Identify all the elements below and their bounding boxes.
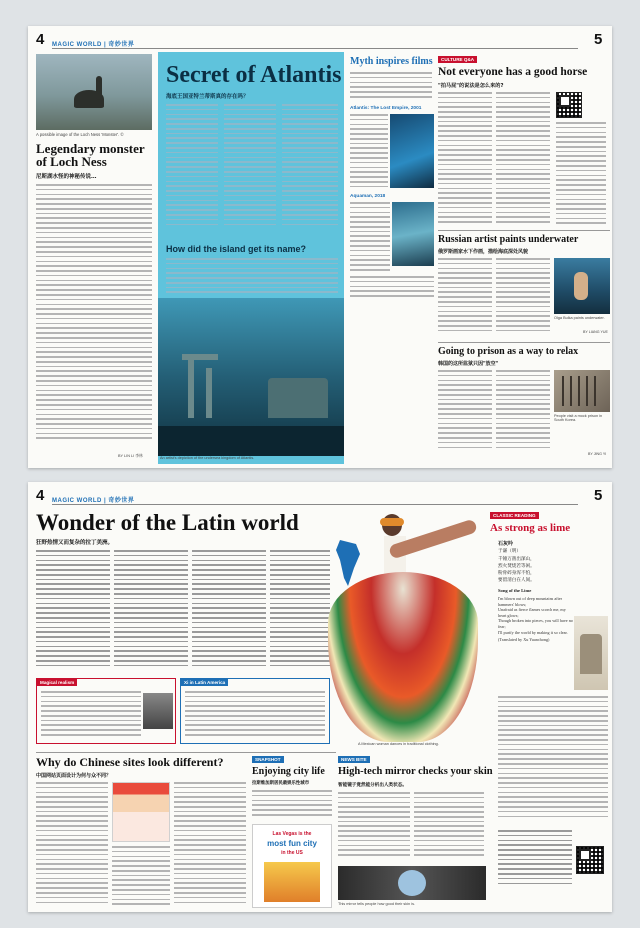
- divider: [36, 752, 336, 753]
- newspaper-page-bottom: [28, 482, 612, 912]
- poem-line-en: Unafraid as fierce flames scorch me, my heart glows;: [498, 607, 566, 618]
- magical-realism-heading: Magical realism: [37, 679, 77, 686]
- xi-box: [180, 678, 330, 744]
- latin-body-col2: [114, 550, 188, 674]
- vegas-card-bottom: in the US: [281, 850, 303, 856]
- header-rule: [52, 504, 578, 505]
- atlantis-body-col3: [282, 104, 338, 234]
- myth-film2-title: Aquaman, 2018: [350, 194, 386, 199]
- poem-line-cn: 千锤万凿出深山，: [498, 557, 535, 562]
- atlantis-movie-poster: [390, 114, 434, 188]
- latin-body-col3: [192, 550, 266, 674]
- prison-photo: [554, 370, 610, 412]
- mirror-tag: NEWS BITE: [338, 756, 370, 763]
- latin-body-col4: [270, 550, 330, 674]
- dancer-caption: A Mexican woman dances in traditional clothing.: [358, 742, 439, 746]
- vegas-card-top: Las Vegas is the: [272, 831, 312, 837]
- life-tag: SNAPSHOT: [252, 756, 284, 763]
- loch-ness-title: Legendary monster of Loch Ness: [36, 141, 145, 169]
- atlantis-body-col1: [166, 104, 218, 234]
- myth-film2-body: [350, 202, 390, 274]
- underwater-painter-photo: [554, 258, 610, 314]
- mexican-dancer-photo: [328, 512, 480, 750]
- loch-ness-caption: A possible image of the Loch Ness 'Monster'. ©: [36, 132, 124, 137]
- mirror-face-scan: [398, 870, 426, 896]
- loch-ness-photo: [36, 54, 152, 130]
- header-rule: [52, 48, 578, 49]
- newspaper-page-top: [28, 26, 612, 468]
- myth-film1-title: Atlantis: The Lost Empire, 2001: [350, 106, 422, 111]
- atlantis-box-heading: How did the island get its name?: [166, 244, 307, 254]
- author-portrait: [143, 693, 173, 729]
- poem-line-cn: 要留清白在人间。: [498, 578, 535, 583]
- china-sites-subtitle: 中国网站页面设计为何与众不同？: [36, 773, 112, 779]
- prison-byline: BY JING YI: [588, 452, 607, 456]
- classic-title: As strong as lime: [490, 522, 571, 534]
- atlantis-title: Secret of Atlantis: [166, 62, 342, 88]
- mirror-caption: This mirror tells people how good their skin is.: [338, 902, 416, 906]
- poem-cn-block: [498, 556, 572, 584]
- mountain-sketch: [580, 634, 602, 674]
- flower-headpiece: [380, 518, 404, 526]
- russian-subtitle: 俄罗斯画家水下作画，描绘海底深处风貌: [438, 249, 529, 255]
- poem-line-cn: 粉骨碎身浑不怕，: [498, 571, 535, 576]
- qr-code[interactable]: [576, 846, 604, 874]
- xi-body: [185, 691, 325, 741]
- aquaman-movie-poster: [392, 202, 434, 266]
- culture-tag: CULTURE Q&A: [438, 56, 477, 63]
- classic-commentary-cn: [498, 830, 572, 890]
- prison-body-col2: [496, 370, 550, 456]
- life-subtitle: 拉斯维加斯居民最娱乐性城市: [252, 781, 310, 786]
- china-sites-body-col3: [174, 782, 246, 908]
- diver-figure: [574, 272, 588, 300]
- latin-subtitle: 狂野热情又而复杂的拉丁美洲。: [36, 540, 114, 546]
- atlantis-caption: An artist's depiction of the undersea kingdom of Atlantis.: [160, 456, 255, 460]
- column-ruin: [206, 368, 212, 418]
- china-sites-title: Why do Chinese sites look different?: [36, 755, 224, 769]
- loch-ness-subtitle: 尼斯湖水怪的神秘传说…: [36, 174, 97, 180]
- brand-label: MAGIC WORLD | 奇妙世界: [52, 42, 135, 48]
- russian-title: Russian artist paints underwater: [438, 234, 579, 245]
- page-number-left: 4: [36, 31, 45, 48]
- column-ruin: [188, 358, 194, 418]
- mirror-body-col2: [414, 792, 484, 862]
- mirror-body-col1: [338, 792, 410, 862]
- mirror-subtitle: 智能镜子竟然能分析出人类状态。: [338, 783, 407, 788]
- sea-floor: [158, 426, 344, 456]
- prison-body-col1: [438, 370, 492, 456]
- atlantis-box-body: [166, 258, 338, 298]
- temple-ruin: [182, 354, 218, 360]
- poem-line-en: I'm blown out of deep mountains after hammers' blows;: [498, 596, 563, 607]
- lime-kiln-illustration: [574, 616, 608, 690]
- page-number-right: 5: [594, 487, 603, 504]
- myth-closing: [350, 276, 434, 304]
- prison-title: Going to prison as a way to relax: [438, 346, 579, 357]
- poem-translator: (Translated by Xu Yuanchong): [498, 637, 550, 643]
- loch-ness-body: [36, 184, 152, 454]
- myth-film1-body: [350, 114, 388, 192]
- atlantis-illustration: [158, 298, 344, 456]
- poem-en-block: [498, 596, 574, 643]
- latin-body-col1: [36, 550, 110, 674]
- prison-bars: [562, 376, 602, 406]
- poem-line-cn: 烈火焚烧若等闲。: [498, 564, 535, 569]
- russian-byline: BY LIANG YUE: [583, 330, 608, 334]
- dancer-skirt: [328, 572, 478, 742]
- latin-title: Wonder of the Latin world: [36, 510, 299, 535]
- loch-ness-byline: BY LIN LI 李林: [118, 454, 143, 458]
- atlantis-body-col2: [224, 104, 276, 234]
- russian-body-col2: [496, 258, 550, 338]
- prison-subtitle: 韩国的这所监狱只因"放空": [438, 361, 499, 367]
- russian-body-col1: [438, 258, 492, 338]
- culture-body-col2: [496, 92, 550, 228]
- brand-label: MAGIC WORLD | 奇妙世界: [52, 498, 135, 504]
- poem-en-title: Song of the Lime: [498, 588, 532, 593]
- poem-line-en: I'll purify the world by making it so clear.: [498, 629, 568, 635]
- page-number-right: 5: [594, 31, 603, 48]
- classic-commentary: [498, 696, 608, 826]
- china-sites-body-col1: [36, 782, 108, 908]
- poem-line-en: Though broken into pieces, you will have no fear;: [498, 618, 573, 629]
- culture-title: Not everyone has a good horse: [438, 66, 588, 78]
- divider: [438, 230, 610, 231]
- russian-caption: Olga Bulka paints underwater.: [554, 316, 605, 320]
- atlantis-subtitle: 海底王国亚特兰蒂斯真的存在吗？: [166, 94, 249, 100]
- magical-realism-body: [41, 691, 141, 741]
- vegas-sign-illustration: [264, 862, 320, 902]
- vegas-card-main: most fun city: [267, 839, 317, 848]
- life-body: [252, 790, 332, 820]
- page-number-left: 4: [36, 487, 45, 504]
- qr-code[interactable]: [556, 92, 582, 118]
- xi-heading: Xi in Latin America: [181, 679, 228, 686]
- culture-subtitle: "拍马屁"的说法是怎么来的?: [438, 83, 504, 89]
- culture-body-col1: [438, 92, 492, 228]
- culture-body-col3: [556, 122, 606, 228]
- building-ruin: [268, 378, 328, 418]
- monster-neck: [96, 76, 102, 100]
- poem-title-cn: 石灰吟: [498, 541, 514, 547]
- magical-realism-box: [36, 678, 176, 744]
- mirror-title: High-tech mirror checks your skin: [338, 766, 493, 777]
- poem-author-cn: 于谦（明）: [498, 549, 521, 554]
- myth-intro: [350, 72, 432, 104]
- china-sites-body-col2: [112, 846, 170, 908]
- prison-caption: People visit a mock prison in South Korea.: [554, 414, 603, 422]
- myth-title: Myth inspires films: [350, 56, 433, 67]
- life-title: Enjoying city life: [252, 766, 325, 777]
- classic-tag: CLASSIC READING: [490, 512, 539, 519]
- divider: [438, 342, 610, 343]
- chinese-website-screenshot: [112, 782, 170, 842]
- vegas-infographic: [252, 824, 332, 908]
- smart-mirror-photo: [338, 866, 486, 900]
